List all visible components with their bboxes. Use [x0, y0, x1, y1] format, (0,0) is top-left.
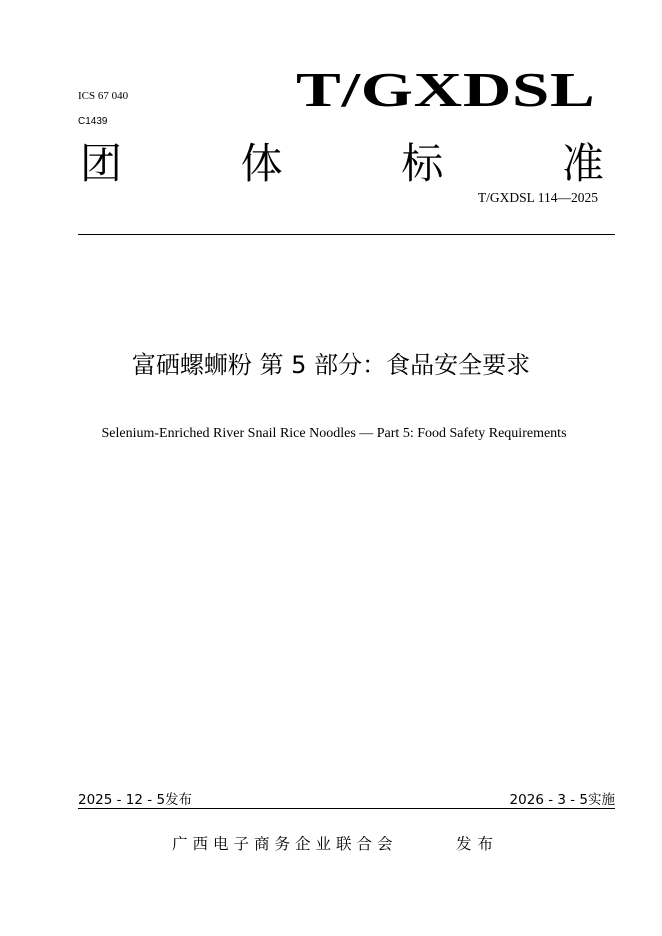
header-divider — [78, 234, 615, 235]
publish-label: 发布 — [456, 835, 500, 853]
footer-divider — [78, 808, 615, 809]
publish-date: 2025 - 12 - 5发布 — [78, 792, 193, 808]
ics-code: ICS 67 040 — [78, 90, 129, 102]
standard-type-char: 标 — [401, 139, 444, 188]
standard-number: T/GXDSL 114—2025 — [477, 190, 598, 205]
title-english: Selenium-Enriched River Snail Rice Noodles — Part 5: Food Safety Requirements — [101, 426, 567, 441]
standard-logo: T/GXDSL — [296, 62, 596, 117]
implement-date: 2026 - 3 - 5实施 — [509, 792, 615, 808]
standard-type-char: 体 — [240, 139, 283, 188]
standard-type-char: 团 — [80, 139, 123, 188]
standard-type — [80, 138, 604, 190]
title-chinese: 富硒螺蛳粉 第 5 部分：食品安全要求 — [131, 351, 531, 379]
date-row — [78, 790, 615, 810]
ccs-code: C1439 — [78, 116, 108, 127]
publisher-name: 广西电子商务企业联合会 — [172, 835, 398, 853]
standard-type-char: 准 — [561, 139, 604, 188]
